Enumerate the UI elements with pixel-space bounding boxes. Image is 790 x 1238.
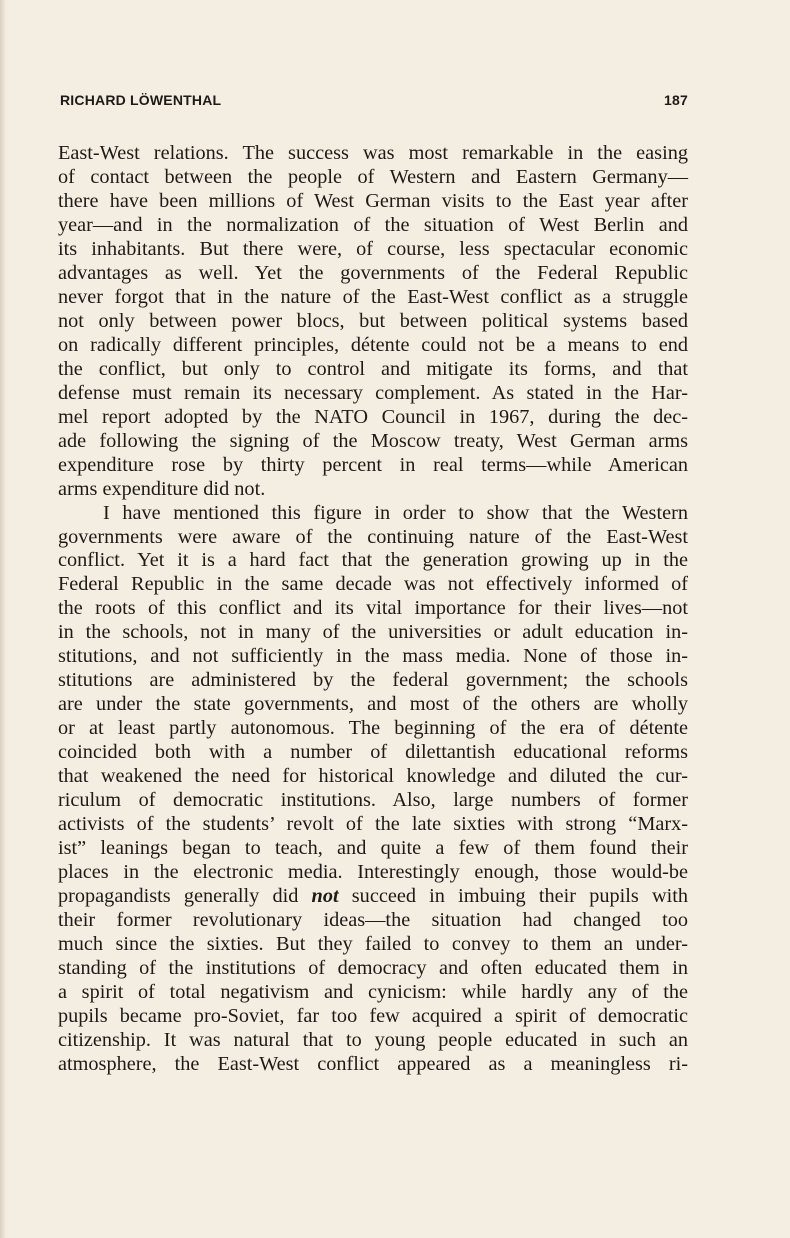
text-line: riculum of democratic institutions. Also, large numbers of former <box>58 789 688 812</box>
text-line: atmosphere, the East-West conflict appeared as a meaningless ri- <box>58 1052 688 1075</box>
text-line: much since the sixties. But they failed to convey to them an under- <box>58 932 688 955</box>
text-line: the roots of this conflict and its vital importance for their lives—not <box>58 597 688 620</box>
text-line: in the schools, not in many of the universities or adult education in- <box>58 621 688 644</box>
text-line: mel report adopted by the NATO Council in 1967, during the dec- <box>58 405 688 428</box>
text-line: year—and in the normalization of the situation of West Berlin and <box>58 213 688 236</box>
text-line: defense must remain its necessary complement. As stated in the Har- <box>58 381 688 404</box>
running-head <box>60 92 688 116</box>
text-line: a spirit of total negativism and cynicism: while hardly any of the <box>58 980 688 1003</box>
text-line-with-emphasis <box>58 885 688 909</box>
text-line: are under the state governments, and most of the others are wholly <box>58 693 688 716</box>
page-edge <box>0 0 6 1238</box>
text-line: citizenship. It was natural that to young people educated in such an <box>58 1028 688 1051</box>
text-line: there have been millions of West German visits to the East year after <box>58 189 688 212</box>
paragraph-start-line: I have mentioned this figure in order to show that the Western <box>103 501 688 524</box>
text-line: activists of the students’ revolt of the late sixties with strong “Marx- <box>58 813 688 836</box>
line-text-after: succeed in imbuing their pupils with <box>338 885 689 908</box>
text-line: expenditure rose by thirty percent in real terms—while American <box>58 453 688 476</box>
text-line: coincided both with a number of dilettantish educational reforms <box>58 741 688 764</box>
emphasized-word: not <box>311 885 339 908</box>
text-line: places in the electronic media. Interestingly enough, those would-be <box>58 861 688 884</box>
text-line: ade following the signing of the Moscow treaty, West German arms <box>58 429 688 452</box>
text-line: governments were aware of the continuing nature of the East-West <box>58 525 688 548</box>
text-line: standing of the institutions of democracy and often educated them in <box>58 956 688 979</box>
text-line: stitutions are administered by the federal government; the schools <box>58 669 688 692</box>
text-line: East-West relations. The success was most remarkable in the easing <box>58 142 688 164</box>
text-line: their former revolutionary ideas—the situation had changed too <box>58 909 688 931</box>
paragraph-end-line: arms expenditure did not. <box>58 477 266 500</box>
body-text <box>58 142 688 1077</box>
text-line: Federal Republic in the same decade was not effectively informed of <box>58 573 688 596</box>
text-line: advantages as well. Yet the governments of the Federal Republic <box>58 261 688 284</box>
text-line: that weakened the need for historical knowledge and diluted the cur- <box>58 765 688 788</box>
text-line: conflict. Yet it is a hard fact that the generation growing up in the <box>58 549 688 572</box>
text-line: ist” leanings began to teach, and quite a few of them found their <box>58 837 688 860</box>
text-line: or at least partly autonomous. The beginning of the era of détente <box>58 717 688 740</box>
text-line: its inhabitants. But there were, of course, less spectacular economic <box>58 237 688 260</box>
text-line: of contact between the people of Western and Eastern Germany— <box>58 165 688 188</box>
text-line: stitutions, and not sufficiently in the mass media. None of those in- <box>58 645 688 668</box>
page-number: 187 <box>664 92 688 108</box>
text-line: never forgot that in the nature of the East-West conflict as a struggle <box>58 285 688 308</box>
text-line: the conflict, but only to control and mitigate its forms, and that <box>58 357 688 380</box>
text-line: pupils became pro-Soviet, far too few acquired a spirit of democratic <box>58 1004 688 1027</box>
text-line: not only between power blocs, but between political systems based <box>58 309 688 332</box>
line-text-before: propagandists generally did <box>58 885 312 908</box>
text-line: on radically different principles, détente could not be a means to end <box>58 333 688 356</box>
author-name: RICHARD LÖWENTHAL <box>60 92 222 108</box>
